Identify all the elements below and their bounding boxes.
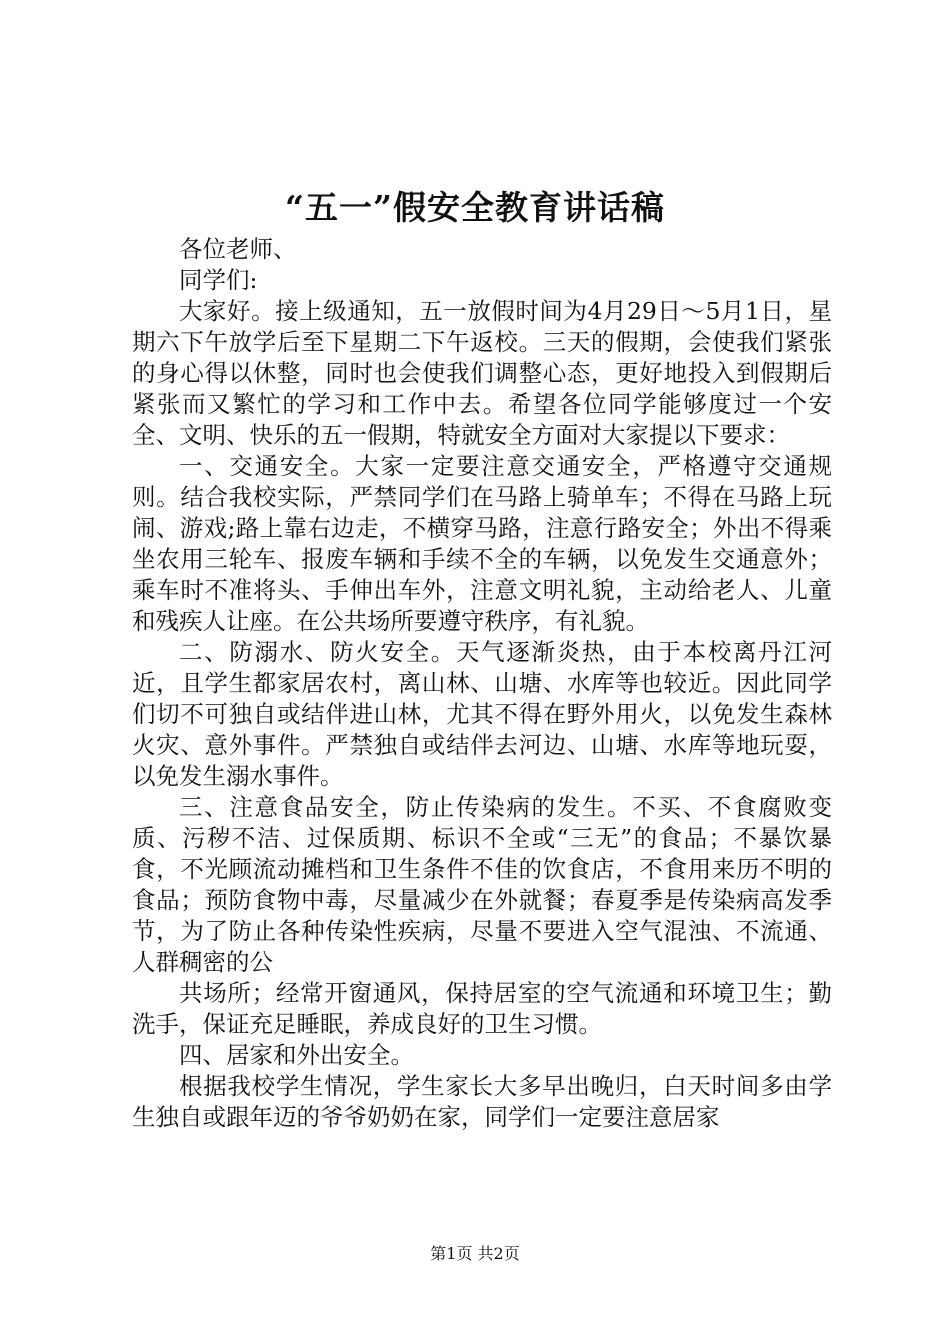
heading-home-outing-safety: 四、居家和外出安全。 xyxy=(179,1041,414,1069)
page-number: 第1页 共2页 xyxy=(430,1244,520,1263)
salutation-students: 同学们: xyxy=(179,266,258,294)
paragraph-food-safety-continued: 共场所；经常开窗通风，保持居室的空气流通和环境卫生；勤洗手，保证充足睡眠，养成良好的卫生习惯。 xyxy=(132,979,832,1038)
paragraph-intro: 大家好。接上级通知，五一放假时间为4月29日～5月1日，星期六下午放学后至下星期二下午返校。三天的假期，会使我们紧张的身心得以休整，同时也会使我们调整心态，更好地投入到假期后紧张而又繁忙的学习和工作中去。希望各位同学能够度过一个安全、文明、快乐的五一假期，特就安全方面对大家提以下要求： xyxy=(132,297,832,449)
paragraph-drowning-fire-safety: 二、防溺水、防火安全。天气逐渐炎热，由于本校离丹江河近，且学生都家居农村，离山林、山塘、水库等也较近。因此同学们切不可独自或结伴进山林，尤其不得在野外用火，以免发生森林火灾、意外事件。严禁独自或结伴去河边、山塘、水库等地玩耍，以免发生溺水事件。 xyxy=(132,638,832,790)
paragraph-food-safety: 三、注意食品安全，防止传染病的发生。不买、不食腐败变质、污秽不洁、过保质期、标识不全或“三无”的食品；不暴饮暴食，不光顾流动摊档和卫生条件不佳的饮食店，不食用来历不明的食品；预防食物中毒，尽量减少在外就餐；春夏季是传染病高发季节，为了防止各种传染性疾病，尽量不要进入空气混浊、不流通、人群稠密的公 xyxy=(132,793,832,976)
salutation-teachers: 各位老师、 xyxy=(179,235,297,263)
paragraph-traffic-safety: 一、交通安全。大家一定要注意交通安全，严格遵守交通规则。结合我校实际，严禁同学们在马路上骑单车；不得在马路上玩闹、游戏;路上靠右边走，不横穿马路，注意行路安全；外出不得乘坐农用三轮车、报废车辆和手续不全的车辆，以免发生交通意外；乘车时不准将头、手伸出车外，注意文明礼貌，主动给老人、儿童和残疾人让座。在公共场所要遵守秩序，有礼貌。 xyxy=(132,452,832,635)
document-body xyxy=(132,234,832,1133)
paragraph-home-safety: 根据我校学生情况，学生家长大多早出晚归，白天时间多由学生独自或跟年迈的爷爷奶奶在家，同学们一定要注意居家 xyxy=(132,1072,832,1131)
document-title: “五一”假安全教育讲话稿 xyxy=(285,188,665,227)
